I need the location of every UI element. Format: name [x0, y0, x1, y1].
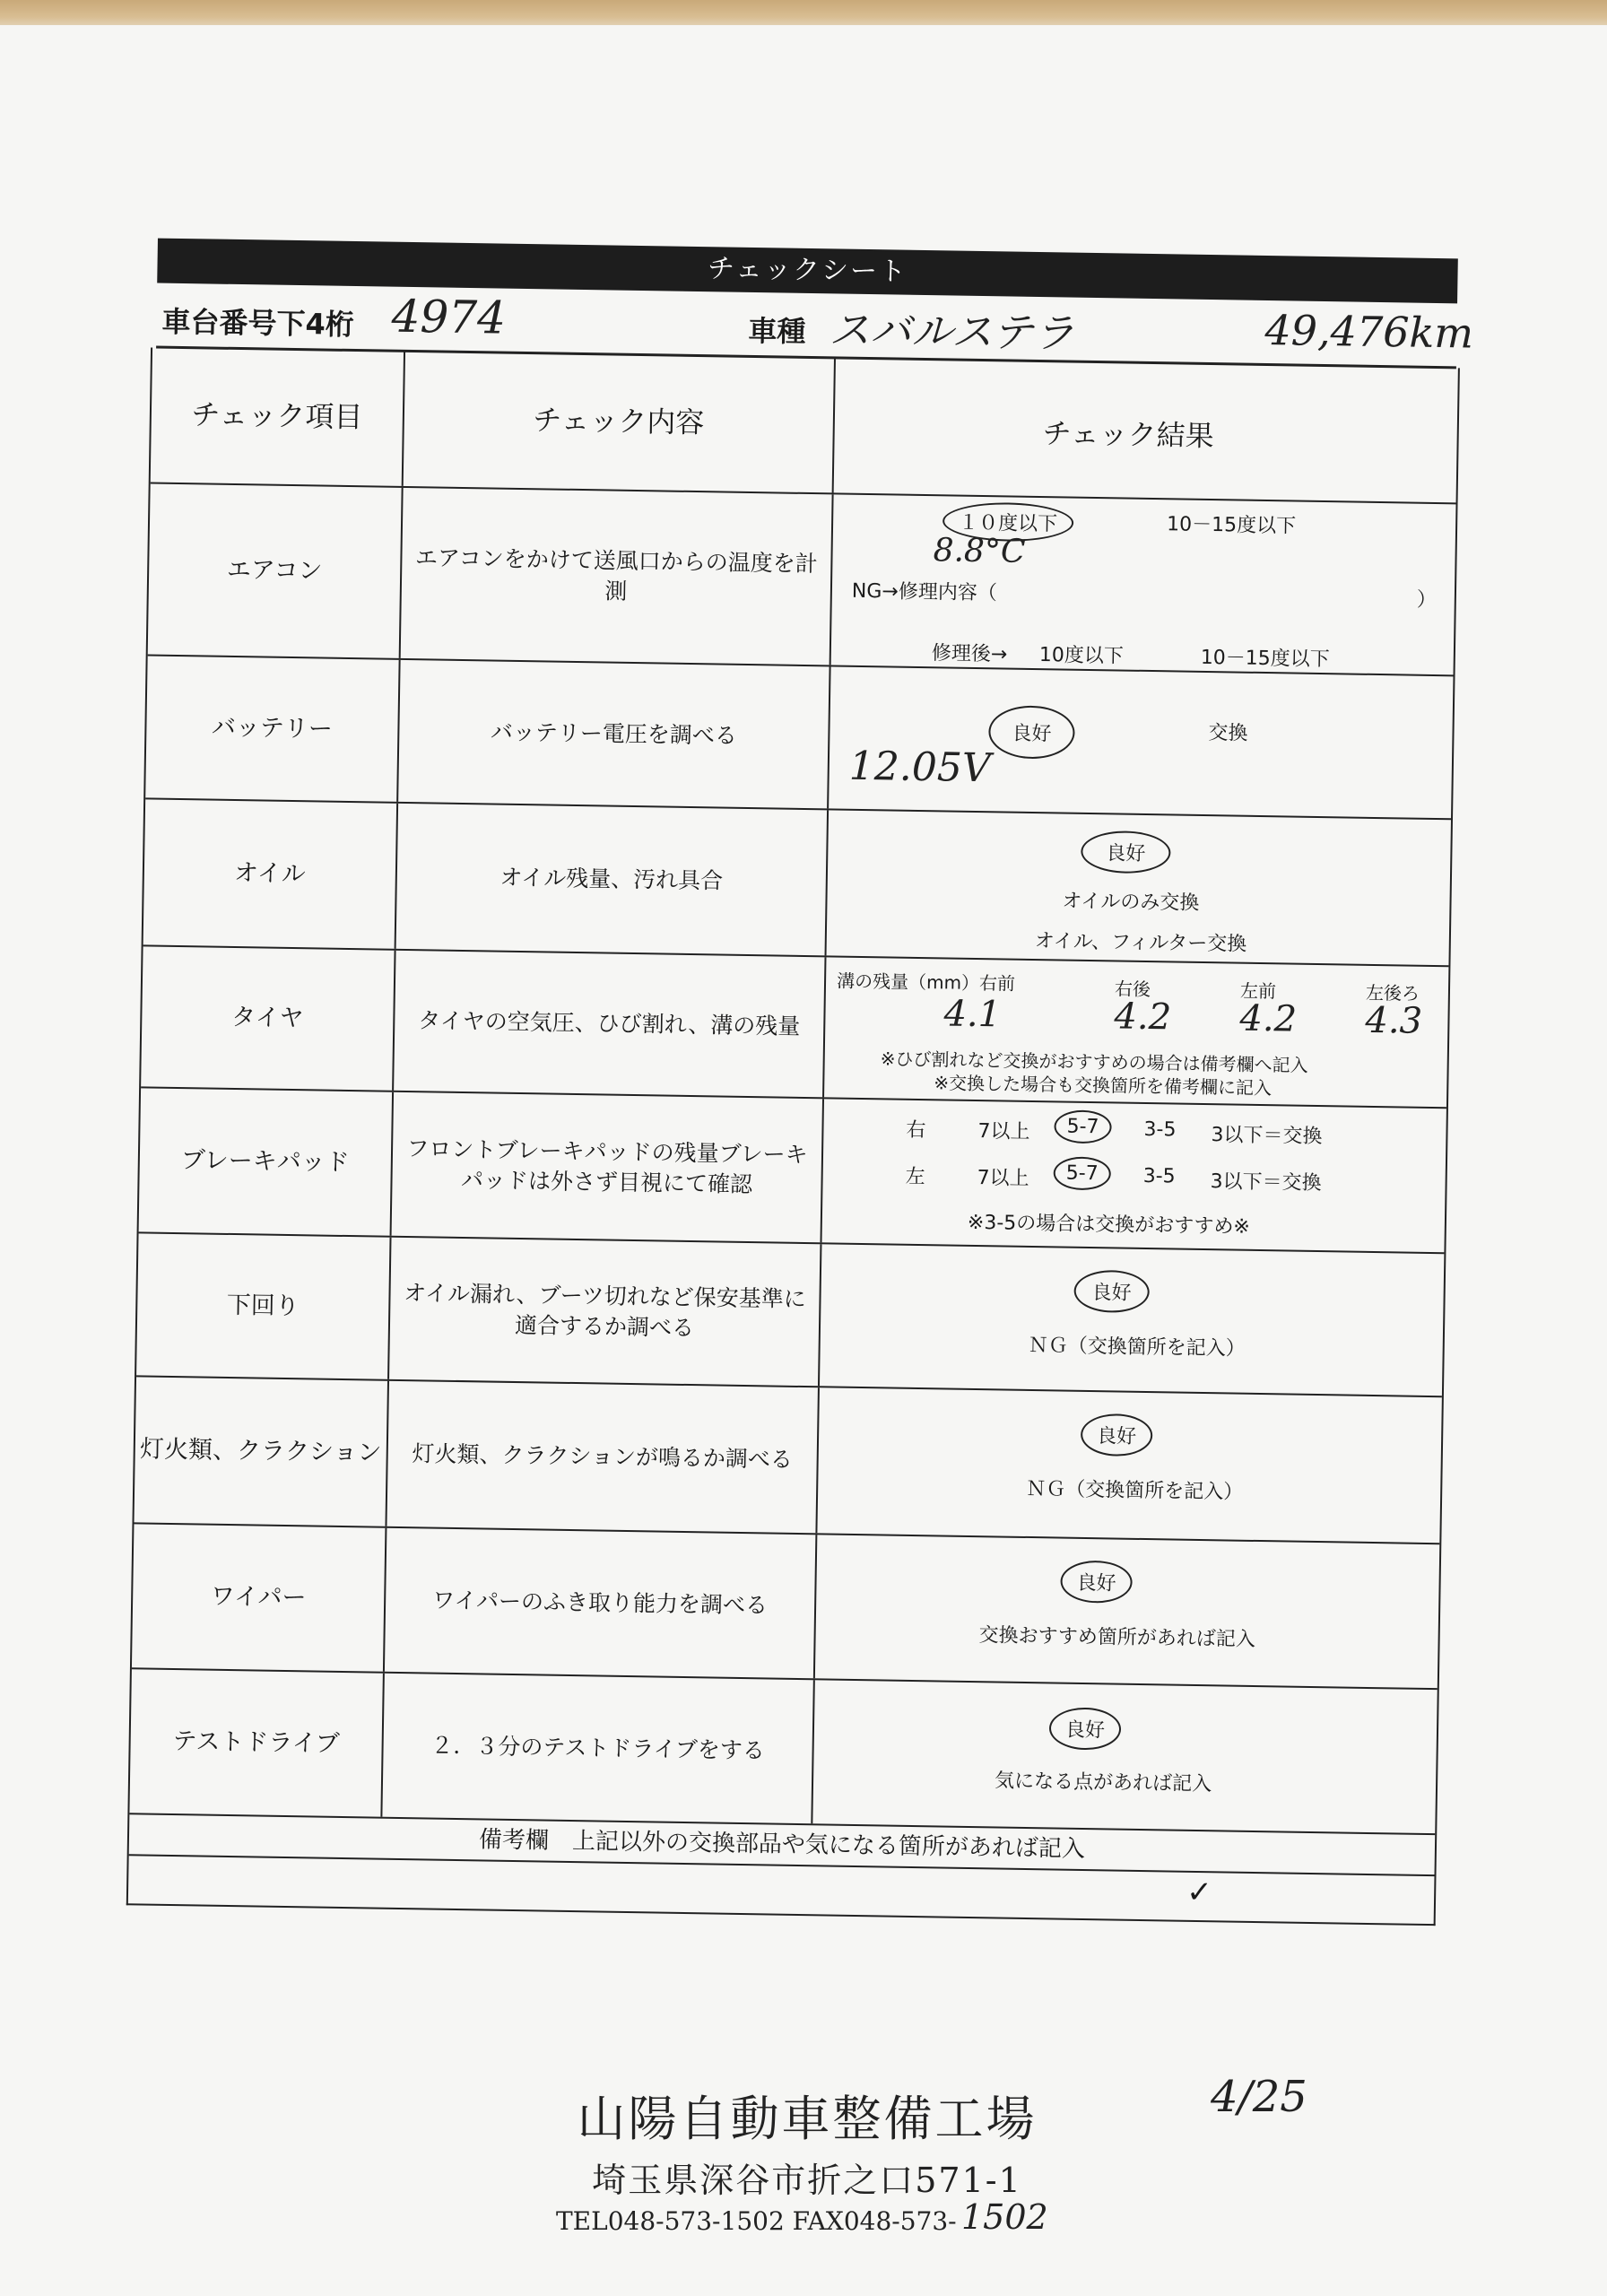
testdrive-alt: 気になる点があれば記入 [994, 1770, 1212, 1796]
item-tire: タイヤ [141, 946, 395, 1090]
col-header-content: チェック内容 [404, 352, 836, 493]
aircon-ng: NG→修理内容（ [851, 579, 998, 605]
brake-right-o3: 3-5 [1143, 1118, 1177, 1142]
tire-header-rl: 左後ろ [1365, 981, 1420, 1004]
aircon-after1: 10度以下 [1038, 644, 1124, 668]
handwritten-date: 4/25 [1211, 2072, 1307, 2122]
model-label: 車種 [748, 313, 806, 349]
brake-left-label: 左 [905, 1165, 925, 1189]
tire-header-rr: 右後 [1114, 978, 1151, 1001]
item-brakepad: ブレーキパッド [139, 1088, 394, 1235]
oil-good-circled: 良好 [1081, 831, 1171, 874]
brake-left-o3: 3-5 [1142, 1164, 1176, 1188]
remarks-check-mark: ✓ [1186, 1874, 1212, 1911]
remarks-title: 備考欄 上記以外の交換部品や気になる箇所があれば記入 [129, 1814, 1436, 1876]
tire-value-fr: 4.1 [943, 993, 1002, 1036]
item-lights: 灯火類、クラクション [135, 1377, 390, 1526]
content-underbody: オイル漏れ、ブーツ切れなど保安基準に適合するか調べる [389, 1238, 821, 1387]
col-header-item: チェック項目 [151, 347, 405, 485]
aircon-opt2: 10－15度以下 [1166, 513, 1297, 538]
model-value: スバルステラ [829, 305, 1075, 358]
item-battery: バッテリー [145, 656, 400, 801]
brake-right-o1: 7以上 [977, 1120, 1030, 1144]
vehicle-number-label: 車台番号下4桁 [161, 304, 355, 343]
shop-name: 山陽自動車整備工場 [577, 2091, 1038, 2147]
fax-handwritten: 1502 [961, 2197, 1048, 2237]
brake-right-label: 右 [906, 1118, 926, 1143]
sheet-title: チェックシート [157, 239, 1458, 304]
brake-left-o4: 3以下＝交換 [1210, 1170, 1322, 1196]
table-row [129, 1669, 1437, 1835]
table-row [136, 1233, 1444, 1397]
vehicle-number-value: 4974 [391, 290, 507, 344]
check-sheet [98, 238, 1474, 2043]
table-row [141, 946, 1448, 1109]
content-oil: オイル残量、汚れ具合 [396, 804, 829, 956]
lights-alt: ＮＧ（交換箇所を記入） [1026, 1477, 1244, 1504]
oil-alt1: オイルのみ交換 [1062, 890, 1200, 915]
testdrive-good-circled: 良好 [1049, 1707, 1122, 1750]
aircon-ng-close: ） [1416, 588, 1438, 613]
oil-alt2: オイル、フィルター交換 [1034, 930, 1247, 956]
underbody-good-circled: 良好 [1073, 1270, 1150, 1313]
aircon-measured: 8.8°C [933, 532, 1026, 570]
content-lights: 灯火類、クラクションが鳴るか調べる [387, 1381, 819, 1534]
shop-tel-fax: TEL048-573-1502 FAX048-573- [556, 2206, 957, 2236]
table-header-row [151, 347, 1458, 504]
brake-right-o4: 3以下＝交換 [1211, 1124, 1323, 1149]
item-aircon: エアコン [148, 483, 404, 657]
content-wiper: ワイパーのふき取り能力を調べる [385, 1528, 817, 1679]
table-row [145, 656, 1453, 820]
brake-left-o2-circled: 5-7 [1053, 1156, 1111, 1190]
underbody-alt: ＮＧ（交換箇所を記入） [1028, 1334, 1246, 1361]
tire-value-rl: 4.3 [1365, 999, 1423, 1042]
table-row [132, 1524, 1439, 1690]
check-table [126, 347, 1460, 1926]
tire-value-rr: 4.2 [1114, 996, 1172, 1039]
item-testdrive: テストドライブ [129, 1669, 384, 1816]
tire-value-fl: 4.2 [1239, 997, 1298, 1040]
battery-good-circled: 良好 [988, 705, 1075, 760]
tire-header-fr: 溝の残量（mm）右前 [836, 970, 1016, 995]
tire-header-fl: 左前 [1239, 979, 1277, 1003]
wiper-good-circled: 良好 [1060, 1561, 1133, 1604]
aircon-after2: 10－15度以下 [1200, 646, 1330, 672]
table-row [143, 799, 1451, 967]
content-brakepad: フロントブレーキパッドの残量ブレーキパッドは外さず目視にて確認 [392, 1092, 824, 1243]
aircon-opt1-circled: １０度以下 [942, 501, 1074, 542]
table-row [148, 483, 1456, 676]
brake-right-o2-circled: 5-7 [1054, 1109, 1112, 1144]
brake-note: ※3-5の場合は交換がおすすめ※ [967, 1211, 1251, 1239]
lights-good-circled: 良好 [1081, 1413, 1153, 1457]
aircon-after-label: 修理後→ [931, 642, 1008, 666]
tire-note2: ※交換した場合も交換箇所を備考欄に記入 [934, 1072, 1273, 1100]
item-wiper: ワイパー [132, 1524, 387, 1671]
content-testdrive: ２．３分のテストドライブをする [382, 1674, 814, 1824]
shop-address: 埼玉県深谷市折之口571-1 [592, 2161, 1022, 2200]
battery-measured: 12.05V [848, 743, 991, 792]
brake-left-o1: 7以上 [977, 1167, 1029, 1190]
table-row [134, 1377, 1441, 1544]
content-battery: バッテリー電圧を調べる [398, 660, 830, 809]
battery-alt: 交換 [1208, 722, 1248, 745]
content-aircon: エアコンをかけて送風口からの温度を計測 [401, 488, 834, 665]
table-row [139, 1088, 1446, 1254]
mileage-value: 49,476km [1264, 305, 1474, 358]
item-underbody: 下回り [136, 1233, 391, 1378]
content-tire: タイヤの空気圧、ひび割れ、溝の残量 [394, 951, 826, 1098]
tire-note1: ※ひび割れなど交換がおすすめの場合は備考欄へ記入 [880, 1048, 1308, 1076]
wiper-alt: 交換おすすめ箇所があれば記入 [978, 1624, 1256, 1651]
item-oil: オイル [143, 799, 399, 948]
col-header-result: チェック結果 [1042, 416, 1215, 454]
